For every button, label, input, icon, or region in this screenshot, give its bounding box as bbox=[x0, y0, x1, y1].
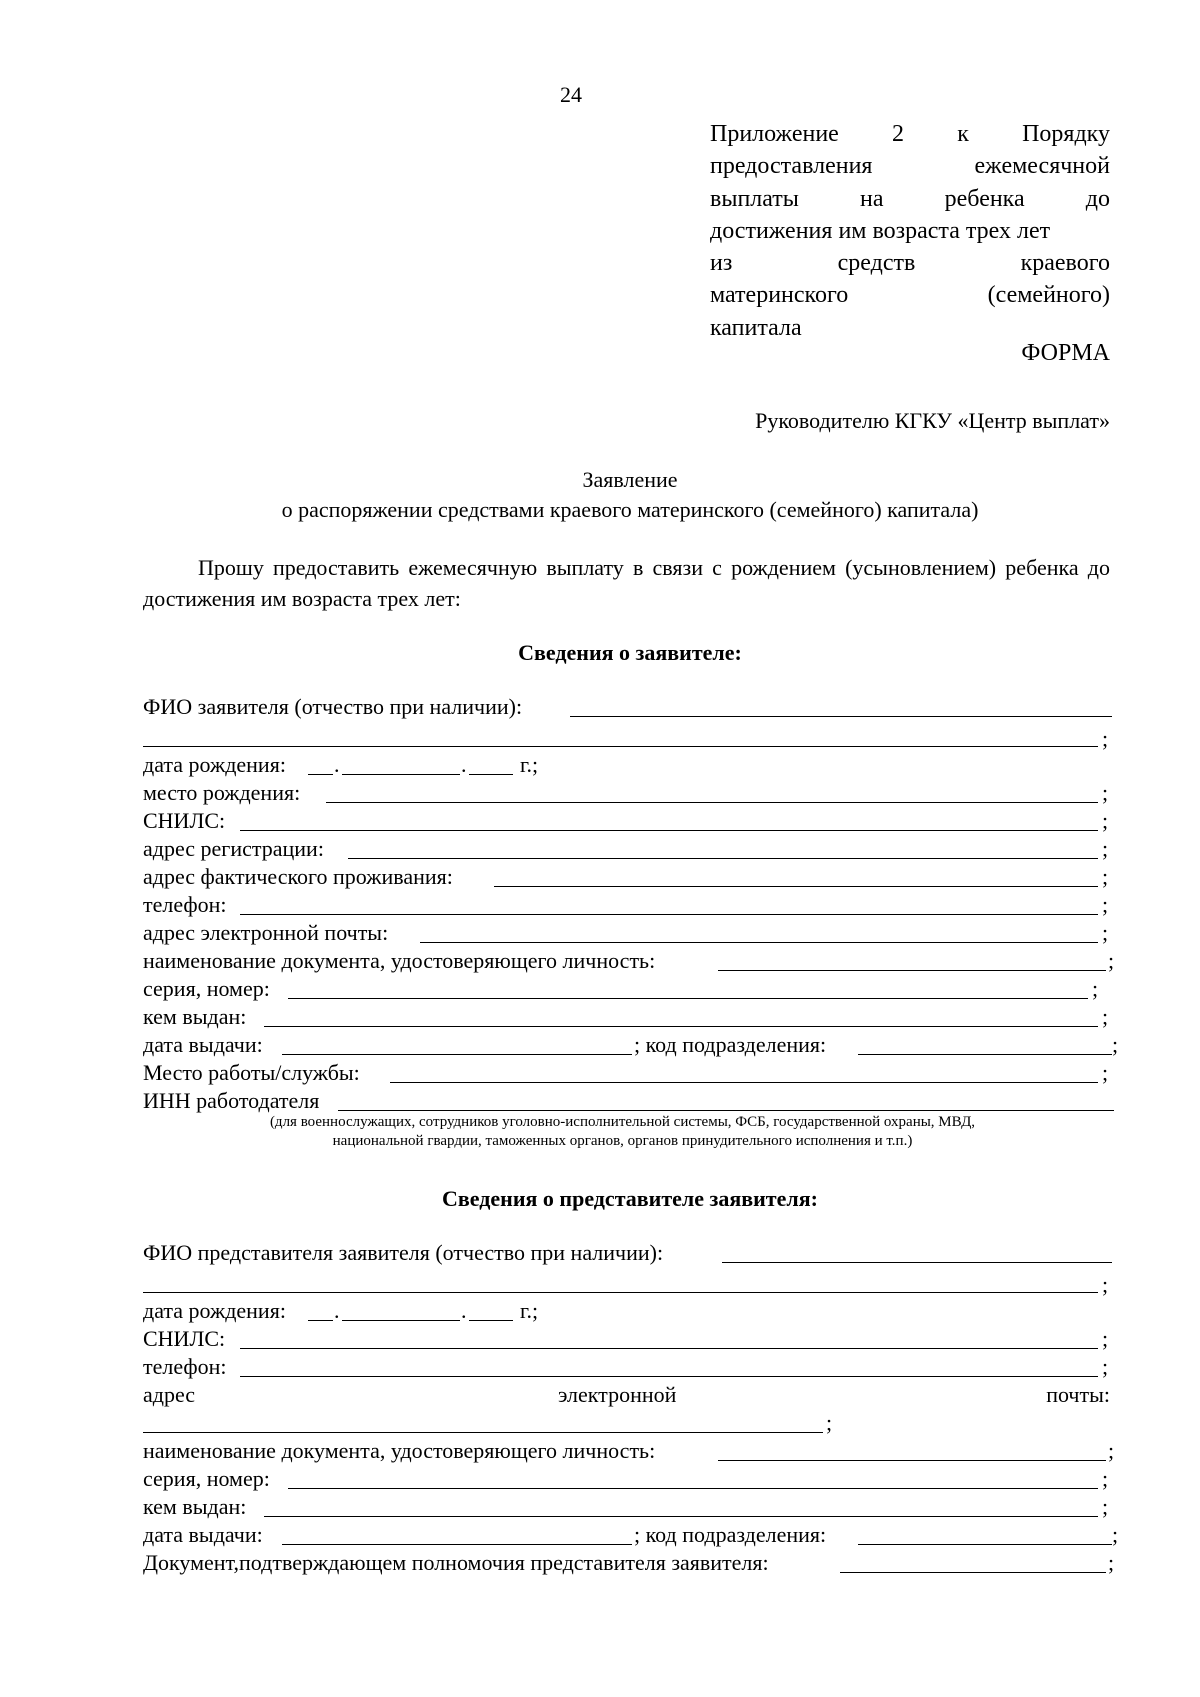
applicant-birth-place-field[interactable] bbox=[326, 802, 1098, 803]
appendix-word: (семейного) bbox=[987, 282, 1110, 309]
appendix-word: 2 bbox=[892, 121, 905, 147]
rep-phone-field[interactable] bbox=[240, 1376, 1098, 1377]
rep-id-doc-field[interactable] bbox=[718, 1460, 1106, 1461]
rep-fio-field-2[interactable] bbox=[143, 1292, 1098, 1293]
semicolon: ; bbox=[1102, 1272, 1109, 1297]
date-separator: . bbox=[461, 1298, 467, 1323]
appendix-word: выплаты bbox=[710, 185, 799, 212]
rep-email-field[interactable] bbox=[143, 1432, 823, 1433]
rep-division-code-label: ; код подразделения: bbox=[634, 1522, 827, 1547]
year-suffix: г.; bbox=[520, 1298, 539, 1323]
appendix-line bbox=[710, 279, 1110, 311]
rep-division-code-field[interactable] bbox=[858, 1544, 1112, 1545]
appendix-word: капитала bbox=[710, 314, 802, 341]
applicant-series-label: серия, номер: bbox=[143, 976, 270, 1001]
applicant-phone-field[interactable] bbox=[240, 914, 1098, 915]
semicolon: ; bbox=[1112, 1522, 1119, 1547]
appendix-word: Приложение bbox=[710, 121, 839, 147]
semicolon: ; bbox=[1102, 780, 1109, 805]
appendix-word: краевого bbox=[1020, 250, 1110, 277]
rep-authority-doc-field[interactable] bbox=[840, 1572, 1106, 1573]
appendix-word: до bbox=[1085, 185, 1110, 212]
applicant-series-field[interactable] bbox=[288, 998, 1088, 999]
applicant-division-code-label: ; код подразделения: bbox=[634, 1032, 827, 1057]
semicolon: ; bbox=[1102, 1466, 1109, 1491]
applicant-email-field[interactable] bbox=[420, 942, 1098, 943]
applicant-issued-by-field[interactable] bbox=[264, 1026, 1098, 1027]
applicant-email-label: адрес электронной почты: bbox=[143, 920, 389, 945]
applicant-employer-inn-field[interactable] bbox=[338, 1110, 1114, 1111]
applicant-id-doc-label: наименование документа, удостоверяющего личность: bbox=[143, 948, 656, 973]
applicant-employer-inn-label: ИНН работодателя bbox=[143, 1088, 320, 1113]
semicolon: ; bbox=[1102, 864, 1109, 889]
appendix-line bbox=[710, 215, 1110, 247]
appendix-word: материнского bbox=[710, 282, 849, 309]
document-title: Заявление bbox=[582, 467, 678, 492]
rep-issued-by-field[interactable] bbox=[264, 1516, 1098, 1517]
applicant-birth-date-label: дата рождения: bbox=[143, 752, 286, 777]
applicant-phone-label: телефон: bbox=[143, 892, 227, 917]
rep-authority-doc-label: Документ,подтверждающем полномочия представителя заявителя: bbox=[143, 1550, 769, 1575]
appendix-word: из bbox=[710, 250, 733, 277]
rep-birth-date-label: дата рождения: bbox=[143, 1298, 286, 1323]
page-number: 24 bbox=[560, 82, 582, 107]
applicant-birth-month-field[interactable] bbox=[342, 774, 460, 775]
appendix-line bbox=[710, 118, 1110, 150]
applicant-actual-address-field[interactable] bbox=[494, 886, 1098, 887]
rep-issue-date-field[interactable] bbox=[282, 1544, 632, 1545]
rep-issue-date-label: дата выдачи: bbox=[143, 1522, 263, 1547]
semicolon: ; bbox=[826, 1410, 833, 1435]
date-separator: . bbox=[334, 1298, 340, 1323]
rep-issued-by-label: кем выдан: bbox=[143, 1494, 247, 1519]
representative-heading: Сведения о представителе заявителя: bbox=[442, 1186, 818, 1211]
applicant-birth-year-field[interactable] bbox=[469, 774, 513, 775]
rep-snils-label: СНИЛС: bbox=[143, 1326, 226, 1351]
form-label: ФОРМА bbox=[1021, 340, 1110, 366]
rep-fio-field[interactable] bbox=[722, 1262, 1112, 1263]
semicolon: ; bbox=[1108, 1550, 1115, 1575]
applicant-snils-label: СНИЛС: bbox=[143, 808, 226, 833]
semicolon: ; bbox=[1102, 1494, 1109, 1519]
year-suffix: г.; bbox=[520, 752, 539, 777]
applicant-work-place-field[interactable] bbox=[390, 1082, 1098, 1083]
semicolon: ; bbox=[1102, 1354, 1109, 1379]
semicolon: ; bbox=[1102, 808, 1109, 833]
appendix-line bbox=[710, 150, 1110, 182]
applicant-division-code-field[interactable] bbox=[858, 1054, 1112, 1055]
applicant-issue-date-field[interactable] bbox=[282, 1054, 632, 1055]
applicant-actual-address-label: адрес фактического проживания: bbox=[143, 864, 453, 889]
appendix-word: предоставления bbox=[710, 153, 873, 180]
applicant-birth-place-label: место рождения: bbox=[143, 780, 301, 805]
rep-birth-day-field[interactable] bbox=[308, 1320, 333, 1321]
appendix-word: средств bbox=[837, 250, 916, 277]
request-text: Прошу предоставить ежемесячную выплату в связи с рождением (усыновлением) ребенка до достижения им возраста трех лет: bbox=[143, 555, 1110, 611]
rep-series-field[interactable] bbox=[288, 1488, 1098, 1489]
rep-snils-field[interactable] bbox=[240, 1348, 1098, 1349]
applicant-id-doc-field[interactable] bbox=[718, 970, 1106, 971]
appendix-line bbox=[710, 247, 1110, 279]
appendix-line bbox=[710, 183, 1110, 215]
applicant-fio-label: ФИО заявителя (отчество при наличии): bbox=[143, 694, 523, 719]
appendix-word: достижения им возраста трех лет bbox=[710, 217, 1051, 244]
rep-phone-label: телефон: bbox=[143, 1354, 227, 1379]
semicolon: ; bbox=[1102, 1326, 1109, 1351]
appendix-word: на bbox=[860, 185, 884, 212]
employer-inn-note-2: национальной гвардии, таможенных органов, органов принудительного исполнения и т.п.) bbox=[332, 1133, 913, 1149]
semicolon: ; bbox=[1102, 920, 1109, 945]
date-separator: . bbox=[334, 752, 340, 777]
semicolon: ; bbox=[1092, 976, 1099, 1001]
document-subtitle: о распоряжении средствами краевого материнского (семейного) капитала) bbox=[281, 497, 979, 522]
applicant-issued-by-label: кем выдан: bbox=[143, 1004, 247, 1029]
rep-birth-year-field[interactable] bbox=[469, 1320, 513, 1321]
appendix-word: к bbox=[957, 121, 969, 147]
addressee: Руководителю КГКУ «Центр выплат» bbox=[755, 408, 1110, 433]
applicant-snils-field[interactable] bbox=[240, 830, 1098, 831]
rep-email-label-word3: почты: bbox=[1046, 1382, 1110, 1407]
applicant-heading: Сведения о заявителе: bbox=[518, 640, 742, 665]
applicant-work-place-label: Место работы/службы: bbox=[143, 1060, 360, 1085]
rep-series-label: серия, номер: bbox=[143, 1466, 270, 1491]
semicolon: ; bbox=[1102, 1004, 1109, 1029]
applicant-reg-address-field[interactable] bbox=[348, 858, 1098, 859]
employer-inn-note-1: (для военнослужащих, сотрудников уголовно-исполнительной системы, ФСБ, государственной охраны, МВД, bbox=[269, 1114, 976, 1130]
applicant-birth-day-field[interactable] bbox=[308, 774, 333, 775]
date-separator: . bbox=[461, 752, 467, 777]
semicolon: ; bbox=[1112, 1032, 1119, 1057]
request-paragraph bbox=[143, 552, 1110, 614]
applicant-issue-date-label: дата выдачи: bbox=[143, 1032, 263, 1057]
semicolon: ; bbox=[1108, 948, 1115, 973]
rep-birth-month-field[interactable] bbox=[342, 1320, 460, 1321]
applicant-reg-address-label: адрес регистрации: bbox=[143, 836, 324, 861]
appendix-note bbox=[710, 118, 1110, 344]
semicolon: ; bbox=[1108, 1438, 1115, 1463]
rep-id-doc-label: наименование документа, удостоверяющего личность: bbox=[143, 1438, 656, 1463]
applicant-fio-field-2[interactable] bbox=[143, 746, 1098, 747]
appendix-word: ежемесячной bbox=[974, 153, 1110, 180]
rep-email-label-word2: электронной bbox=[558, 1382, 677, 1407]
semicolon: ; bbox=[1102, 726, 1109, 751]
appendix-word: Порядку bbox=[1022, 121, 1110, 147]
semicolon: ; bbox=[1102, 892, 1109, 917]
semicolon: ; bbox=[1102, 836, 1109, 861]
semicolon: ; bbox=[1102, 1060, 1109, 1085]
rep-email-label-word1: адрес bbox=[143, 1382, 196, 1407]
appendix-word: ребенка bbox=[944, 185, 1025, 212]
applicant-fio-field[interactable] bbox=[570, 716, 1112, 717]
rep-fio-label: ФИО представителя заявителя (отчество при наличии): bbox=[143, 1240, 664, 1265]
